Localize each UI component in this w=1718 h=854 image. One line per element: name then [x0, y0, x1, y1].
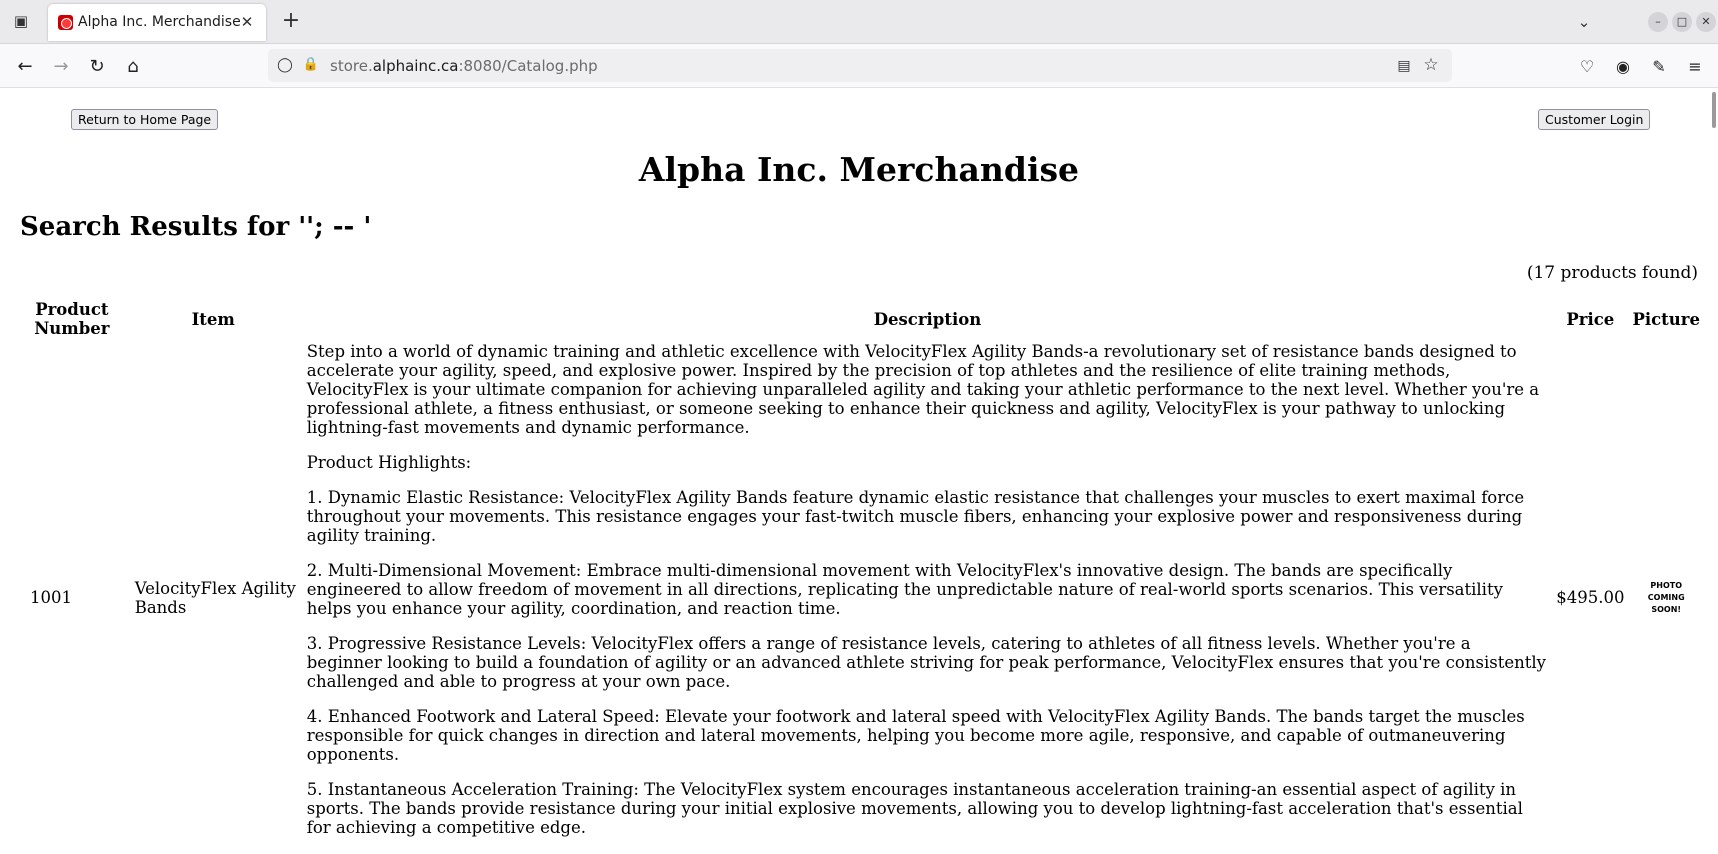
url-bar[interactable]: [268, 49, 1452, 82]
page-scrollbar[interactable]: [1708, 88, 1718, 854]
header-price: Price: [1566, 309, 1615, 329]
nav-bar: [0, 44, 1718, 88]
description-cell: [303, 340, 1552, 854]
pocket-icon[interactable]: ♡: [1579, 57, 1595, 76]
bookmark-star-icon[interactable]: ☆: [1423, 55, 1439, 75]
forward-icon[interactable]: →: [53, 56, 69, 77]
url-text[interactable]: store.alphainc.ca:8080/Catalog.php: [330, 57, 598, 75]
table-row: [20, 340, 1704, 854]
tab-list-icon[interactable]: ▣: [13, 12, 29, 30]
page-content: [0, 88, 1708, 854]
maximize-icon[interactable]: □: [1672, 12, 1692, 32]
header-product-number: Product Number: [34, 300, 110, 338]
scrollbar-thumb[interactable]: [1712, 92, 1716, 128]
window-close-icon[interactable]: ✕: [1696, 12, 1716, 32]
description-paragraph: 3. Progressive Resistance Levels: VelocityFlex offers a range of resistance levels, catering to athletes of all fitness levels. Whether you're a beginner looking to build a foundation of agility or an advanced athlete striving for peak performance, VelocityFlex ensures that you're consistently challenged and able to progress at your own pace.: [306, 634, 1546, 691]
return-home-button[interactable]: Return to Home Page: [71, 109, 218, 130]
minimize-icon[interactable]: –: [1648, 12, 1668, 32]
description-paragraph: 1. Dynamic Elastic Resistance: VelocityFlex Agility Bands feature dynamic elastic resistance that challenges your muscles to exert maximal force throughout your movements. This resistance engages your fast-twitch muscle fibers, enhancing your explosive power and responsiveness during agility training.: [306, 488, 1525, 545]
photo-coming-soon-image: PHOTO COMING SOON!: [1647, 580, 1685, 614]
shield-icon[interactable]: ◯: [277, 57, 293, 73]
item-name-cell: VelocityFlex Agility Bands: [134, 578, 296, 617]
chevron-down-icon[interactable]: ⌄: [1577, 13, 1591, 31]
description-paragraph: 2. Multi-Dimensional Movement: Embrace multi-dimensional movement with VelocityFlex's innovative design. The bands are specifically engineered to allow freedom of movement in all directions, replicating the unpredictable nature of real-world sports scenarios. This versatility helps you enhance your agility, coordination, and reaction time.: [306, 561, 1503, 618]
lock-icon[interactable]: 🔒: [302, 57, 320, 72]
menu-icon[interactable]: ≡: [1688, 57, 1702, 76]
product-number-cell: 1001: [30, 588, 72, 607]
description-paragraph: 4. Enhanced Footwork and Lateral Speed: Elevate your footwork and lateral speed with VelocityFlex Agility Bands. The bands target the muscles responsible for quick changes in direction and lateral movements, helping you become more agile, responsive, and capable of outmaneuvering opponents.: [306, 707, 1525, 764]
table-header-row: [20, 298, 1704, 340]
header-picture: Picture: [1632, 309, 1700, 329]
reader-view-icon[interactable]: ▤: [1397, 58, 1411, 74]
description-paragraph: Step into a world of dynamic training and athletic excellence with VelocityFlex Agility Bands-a revolutionary set of resistance bands designed to accelerate your agility, speed, and explosive power. Inspired by the precision of top athletes and the resilience of elite training methods, VelocityFlex is your ultimate companion for achieving unparalleled agility and taking your athletic performance to the next level. Whether you're a professional athlete, a fitness enthusiast, or someone seeking to enhance their quickness and agility, VelocityFlex is your pathway to unlocking lightning-fast movements and dynamic performance.: [306, 342, 1540, 437]
new-tab-icon[interactable]: +: [281, 8, 301, 33]
search-heading: Search Results for ''; -- ': [20, 212, 372, 242]
picture-cell: [1628, 340, 1704, 854]
tab-title: Alpha Inc. Merchandise: [78, 14, 241, 30]
header-description: Description: [873, 309, 982, 329]
extensions-icon[interactable]: ✎: [1652, 57, 1666, 76]
favicon-icon: [58, 15, 73, 30]
price-cell: $495.00: [1556, 588, 1625, 607]
products-found-count: (17 products found): [1526, 263, 1698, 283]
account-icon[interactable]: ◉: [1616, 57, 1630, 76]
home-icon[interactable]: ⌂: [127, 56, 139, 77]
page-title: Alpha Inc. Merchandise: [638, 150, 1080, 189]
reload-icon[interactable]: ↻: [89, 56, 105, 77]
tab-close-icon[interactable]: ✕: [240, 13, 254, 31]
header-item: Item: [191, 309, 235, 329]
tab-bar: [0, 0, 1718, 44]
description-paragraph: Product Highlights:: [306, 453, 472, 472]
description-paragraph: 5. Instantaneous Acceleration Training: The VelocityFlex system encourages instantaneous acceleration training-an essential aspect of agility in sports. The bands provide resistance during your initial explosive movements, allowing you to develop lightning-fast acceleration that's essential for achieving a competitive edge.: [306, 780, 1523, 837]
back-icon[interactable]: ←: [17, 56, 33, 77]
product-table: [20, 298, 1704, 854]
customer-login-button[interactable]: Customer Login: [1538, 109, 1650, 130]
tab-active[interactable]: [48, 4, 266, 41]
